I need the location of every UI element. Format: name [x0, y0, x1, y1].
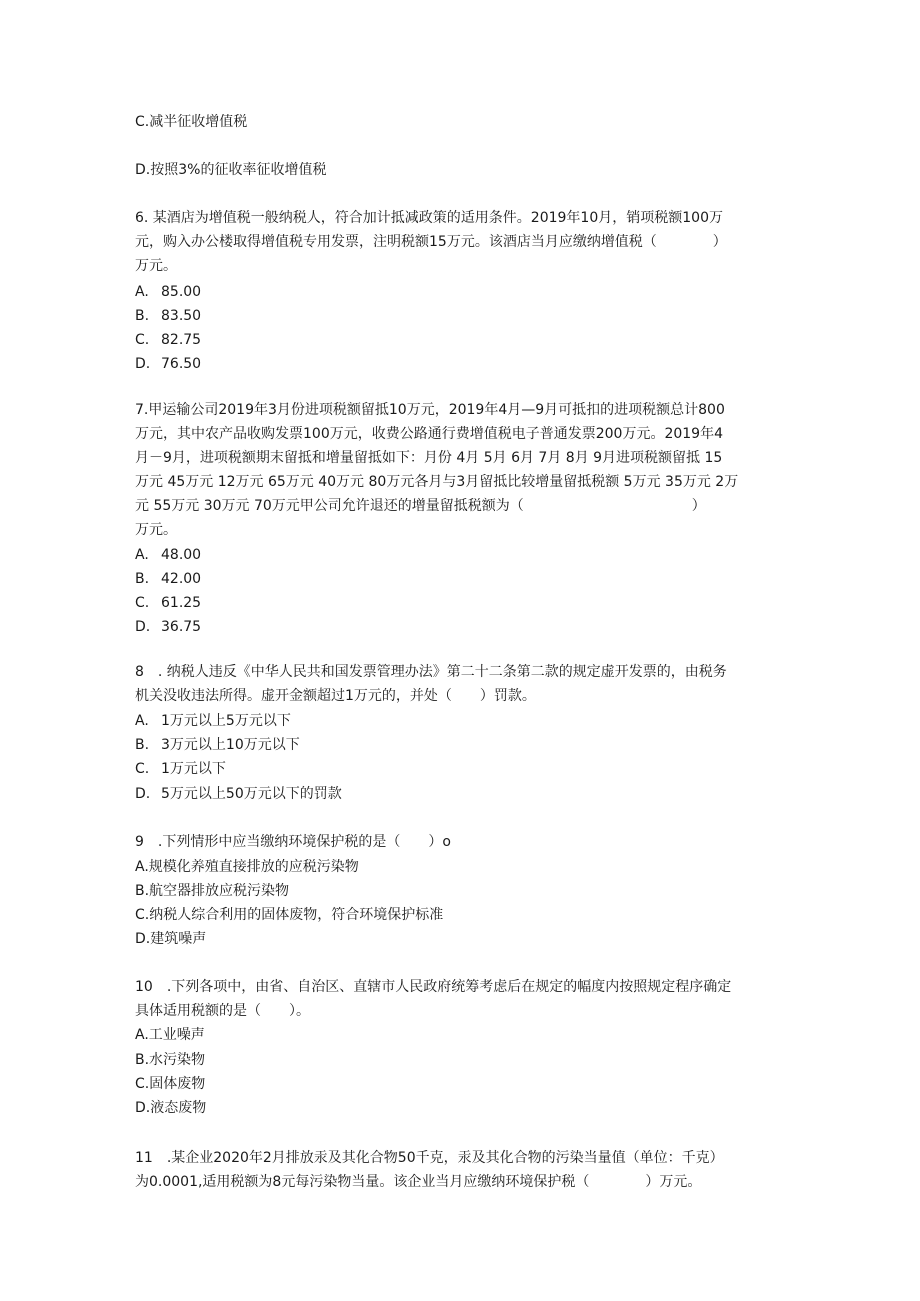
option-text: 5万元以上50万元以下的罚款 — [161, 786, 342, 802]
option-text: 42.00 — [161, 571, 202, 587]
q10-option-c: C.固体废物 — [135, 1076, 206, 1092]
q10-option-b: B.水污染物 — [135, 1052, 206, 1068]
q7-stem-line: 7.甲运输公司2019年3月份进项税额留抵10万元，2019年4月—9月可抵扣的进项税额总计800 — [135, 402, 725, 418]
q8-option-c — [135, 759, 795, 779]
q6-stem-line: 6. 某酒店为增值税一般纳税人，符合加计抵减政策的适用条件。2019年10月，销项税额100万 — [135, 210, 723, 226]
q8-stem-line: 机关没收违法所得。虚开金额超过1万元的，并处（ ）罚款。 — [135, 688, 536, 704]
option-letter: D. — [135, 619, 151, 635]
q6-option-c — [135, 330, 795, 350]
option-letter: D. — [135, 786, 151, 802]
option-text: 1万元以下 — [161, 761, 226, 777]
option-text: 36.75 — [161, 619, 202, 635]
q8-option-a — [135, 711, 795, 731]
q6-option-b — [135, 306, 795, 326]
q10-option-a: A.工业噪声 — [135, 1027, 205, 1043]
q7-stem-line: 万元，其中农产品收购发票100万元，收费公路通行费增值税电子普通发票200万元。2019年4 — [135, 426, 723, 442]
q9-stem-line: 9 .下列情形中应当缴纳环境保护税的是（ ）o — [135, 834, 451, 850]
option-text: 48.00 — [161, 547, 202, 563]
option-letter: A. — [135, 284, 149, 300]
option-letter: A. — [135, 547, 149, 563]
q8-option-b — [135, 735, 795, 755]
q10-stem-line: 具体适用税额的是（ ）。 — [135, 1003, 310, 1019]
q11-stem-line: 11 .某企业2020年2月排放汞及其化合物50千克，汞及其化合物的污染当量值（单位：千克） — [135, 1150, 724, 1166]
q9-option-a: A.规模化养殖直接排放的应税污染物 — [135, 859, 359, 875]
option-text: 76.50 — [161, 356, 202, 372]
option-text: 85.00 — [161, 284, 202, 300]
q7-stem-line: 万元。 — [135, 522, 177, 538]
q8-option-d — [135, 784, 795, 804]
q7-stem-line: 月－9月，进项税额期末留抵和增量留抵如下：月份 4月 5月 6月 7月 8月 9月进项税额留抵 15 — [135, 450, 723, 466]
option-letter: D. — [135, 356, 151, 372]
q6-option-a — [135, 282, 795, 302]
q11-stem-line: 为0.0001,适用税额为8元每污染物当量。该企业当月应缴纳环境保护税（ ）万元。 — [135, 1174, 702, 1190]
option-letter: C. — [135, 761, 150, 777]
option-letter: A. — [135, 713, 149, 729]
option-letter: B. — [135, 308, 150, 324]
option-letter: B. — [135, 571, 150, 587]
option-letter: C. — [135, 595, 150, 611]
q7-option-d — [135, 617, 795, 637]
option-letter: C. — [135, 332, 150, 348]
q7-option-a — [135, 545, 795, 565]
q9-option-c: C.纳税人综合利用的固体废物，符合环境保护标准 — [135, 907, 444, 923]
option-text: 83.50 — [161, 308, 202, 324]
option-text: 1万元以上5万元以下 — [161, 713, 291, 729]
option-text: 61.25 — [161, 595, 202, 611]
q6-option-d — [135, 354, 795, 374]
partial-option-d: D.按照3%的征收率征收增值税 — [135, 162, 327, 178]
q7-option-b — [135, 569, 795, 589]
q6-stem-line: 万元。 — [135, 258, 177, 274]
option-letter: B. — [135, 737, 150, 753]
q7-stem-line: 元 55万元 30万元 70万元甲公司允许退还的增量留抵税额为（ ） — [135, 498, 706, 514]
q10-stem-line: 10 .下列各项中，由省、自治区、直辖市人民政府统筹考虑后在规定的幅度内按照规定程序确定 — [135, 979, 732, 995]
q6-stem-line: 元，购入办公楼取得增值税专用发票，注明税额15万元。该酒店当月应缴纳增值税（ ） — [135, 234, 727, 250]
q8-stem-line: 8 . 纳税人违反《中华人民共和国发票管理办法》第二十二条第二款的规定虚开发票的，由税务 — [135, 664, 727, 680]
q7-stem-line: 万元 45万元 12万元 65万元 40万元 80万元各月与3月留抵比较增量留抵税额 5万元 35万元 2万 — [135, 474, 739, 490]
q9-option-b: B.航空器排放应税污染物 — [135, 883, 290, 899]
partial-option-c: C.减半征收增值税 — [135, 114, 248, 130]
q7-option-c — [135, 593, 795, 613]
option-text: 82.75 — [161, 332, 202, 348]
q10-option-d: D.液态废物 — [135, 1100, 207, 1116]
option-text: 3万元以上10万元以下 — [161, 737, 300, 753]
q9-option-d: D.建筑噪声 — [135, 931, 207, 947]
